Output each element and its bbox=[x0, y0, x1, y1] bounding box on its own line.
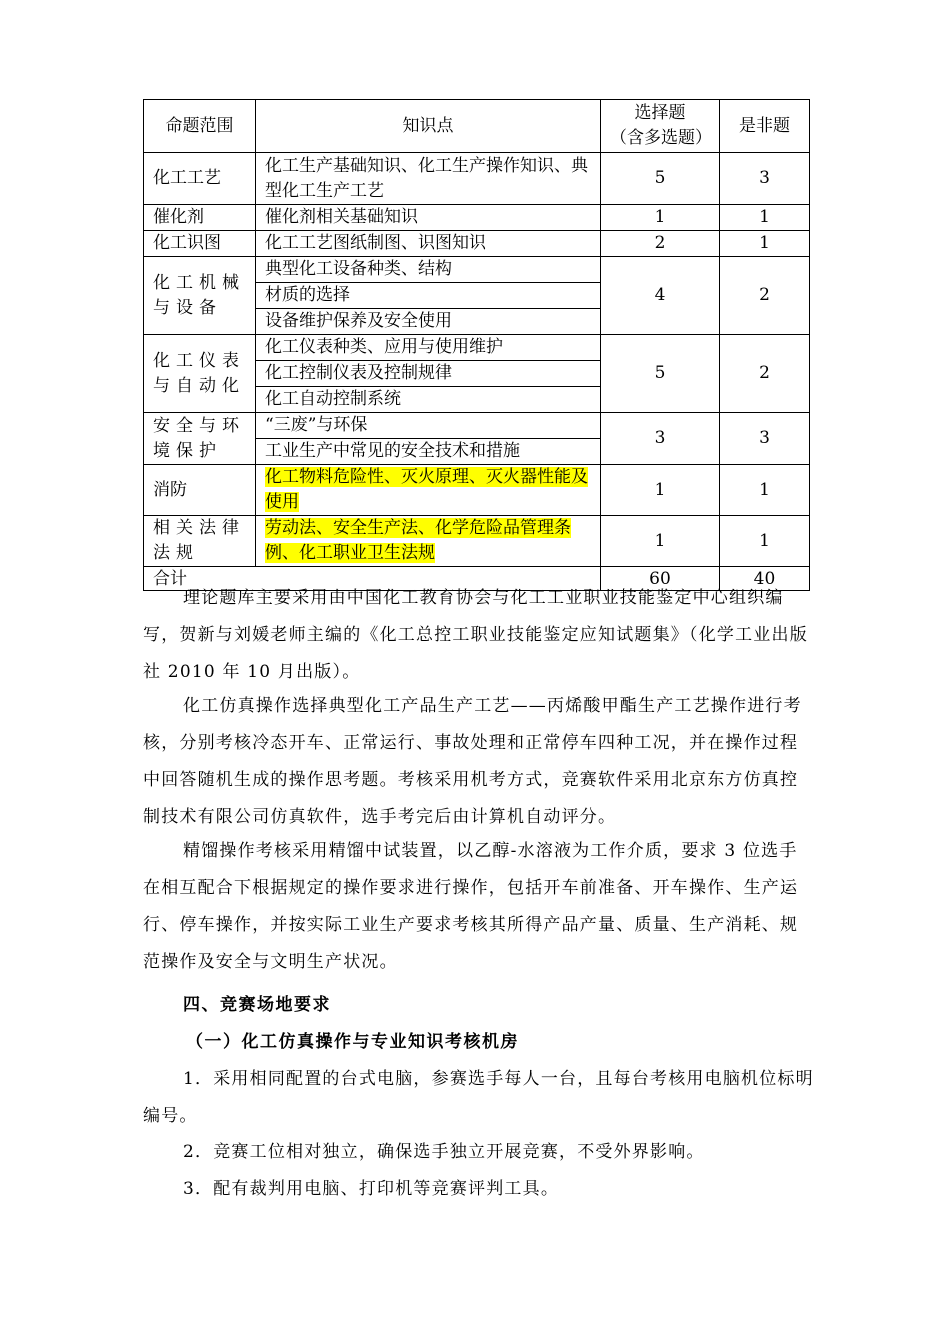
choice-count: 4 bbox=[601, 257, 720, 335]
knowledge-cell: 工业生产中常见的安全技术和措施 bbox=[256, 439, 601, 465]
knowledge-cell bbox=[256, 516, 601, 567]
header-choice-line2: （含多选题） bbox=[610, 128, 712, 148]
choice-count: 2 bbox=[601, 231, 720, 257]
knowledge-cell: 化工工艺图纸制图、识图知识 bbox=[256, 231, 601, 257]
scope-cell: 化工机械与设备 bbox=[144, 257, 256, 335]
exam-scope-table bbox=[143, 99, 810, 591]
total-choice: 60 bbox=[601, 567, 720, 591]
table-row bbox=[144, 205, 810, 231]
header-knowledge-points: 知识点 bbox=[256, 100, 601, 153]
sub-heading: （一）化工仿真操作与专业知识考核机房 bbox=[186, 1032, 519, 1052]
table-header-row bbox=[144, 100, 810, 153]
choice-count: 5 bbox=[601, 335, 720, 413]
total-tf: 40 bbox=[720, 567, 810, 591]
choice-count: 3 bbox=[601, 413, 720, 465]
section-heading: 四、竞赛场地要求 bbox=[183, 995, 331, 1015]
tf-count: 3 bbox=[720, 413, 810, 465]
list-item: 1．采用相同配置的台式电脑，参赛选手每人一台，且每台考核用电脑机位标明编号。 bbox=[143, 1069, 814, 1126]
table-row bbox=[144, 231, 810, 257]
scope-cell: 消防 bbox=[144, 465, 256, 516]
knowledge-cell bbox=[256, 465, 601, 516]
knowledge-cell: 化工仪表种类、应用与使用维护 bbox=[256, 335, 601, 361]
knowledge-cell: 化工自动控制系统 bbox=[256, 387, 601, 413]
tf-count: 3 bbox=[720, 153, 810, 205]
tf-count: 1 bbox=[720, 516, 810, 567]
knowledge-cell: 催化剂相关基础知识 bbox=[256, 205, 601, 231]
scope-cell: 化工识图 bbox=[144, 231, 256, 257]
scope-cell: 催化剂 bbox=[144, 205, 256, 231]
knowledge-cell: 设备维护保养及安全使用 bbox=[256, 309, 601, 335]
header-choice bbox=[601, 100, 720, 153]
table-row bbox=[144, 153, 810, 205]
choice-count: 1 bbox=[601, 516, 720, 567]
total-label: 合计 bbox=[144, 567, 601, 591]
scope-cell: 相关法律法规 bbox=[144, 516, 256, 567]
knowledge-cell: 化工控制仪表及控制规律 bbox=[256, 361, 601, 387]
header-choice-line1: 选择题 bbox=[634, 103, 686, 123]
scope-cell: 化工工艺 bbox=[144, 153, 256, 205]
header-true-false: 是非题 bbox=[720, 100, 810, 153]
choice-count: 1 bbox=[601, 205, 720, 231]
table-row bbox=[144, 335, 810, 361]
knowledge-cell: “三废”与环保 bbox=[256, 413, 601, 439]
paragraph-simulation: 化工仿真操作选择典型化工产品生产工艺——丙烯酸甲酯生产工艺操作进行考核，分别考核冷态开车、正常运行、事故处理和正常停车四种工况，并在操作过程中回答随机生成的操作思考题。考核采用机考方式，竞赛软件采用北京东方仿真控制技术有限公司仿真软件，选手考完后由计算机自动评分。 bbox=[143, 696, 802, 827]
paragraph-theory-bank: 理论题库主要采用由中国化工教育协会与化工工业职业技能鉴定中心组织编写，贺新与刘媛老师主编的《化工总控工职业技能鉴定应知试题集》（化学工业出版社 2010 年 10 月出版）。 bbox=[143, 588, 808, 682]
table-row bbox=[144, 257, 810, 283]
tf-count: 2 bbox=[720, 335, 810, 413]
highlighted-text: 化工物料危险性、灭火原理、灭火器性能及使用 bbox=[265, 467, 588, 512]
choice-count: 5 bbox=[601, 153, 720, 205]
tf-count: 1 bbox=[720, 465, 810, 516]
choice-count: 1 bbox=[601, 465, 720, 516]
table-row bbox=[144, 516, 810, 567]
table-row bbox=[144, 465, 810, 516]
list-item: 3．配有裁判用电脑、打印机等竞赛评判工具。 bbox=[183, 1179, 560, 1199]
tf-count: 1 bbox=[720, 205, 810, 231]
header-scope: 命题范围 bbox=[144, 100, 256, 153]
knowledge-cell: 材质的选择 bbox=[256, 283, 601, 309]
scope-cell: 安全与环境保护 bbox=[144, 413, 256, 465]
scope-cell: 化工仪表与自动化 bbox=[144, 335, 256, 413]
list-item: 2．竞赛工位相对独立，确保选手独立开展竞赛，不受外界影响。 bbox=[183, 1142, 705, 1162]
highlighted-text: 劳动法、安全生产法、化学危险品管理条例、化工职业卫生法规 bbox=[265, 518, 571, 563]
paragraph-distillation: 精馏操作考核采用精馏中试装置，以乙醇-水溶液为工作介质，要求 3 位选手在相互配合下根据规定的操作要求进行操作，包括开车前准备、开车操作、生产运行、停车操作，并按实际工业生产要求考核其所得产品产量、质量、生产消耗、规范操作及安全与文明生产状况。 bbox=[143, 841, 799, 972]
knowledge-cell: 化工生产基础知识、化工生产操作知识、典型化工生产工艺 bbox=[256, 153, 601, 205]
knowledge-cell: 典型化工设备种类、结构 bbox=[256, 257, 601, 283]
table-row bbox=[144, 413, 810, 439]
tf-count: 2 bbox=[720, 257, 810, 335]
tf-count: 1 bbox=[720, 231, 810, 257]
